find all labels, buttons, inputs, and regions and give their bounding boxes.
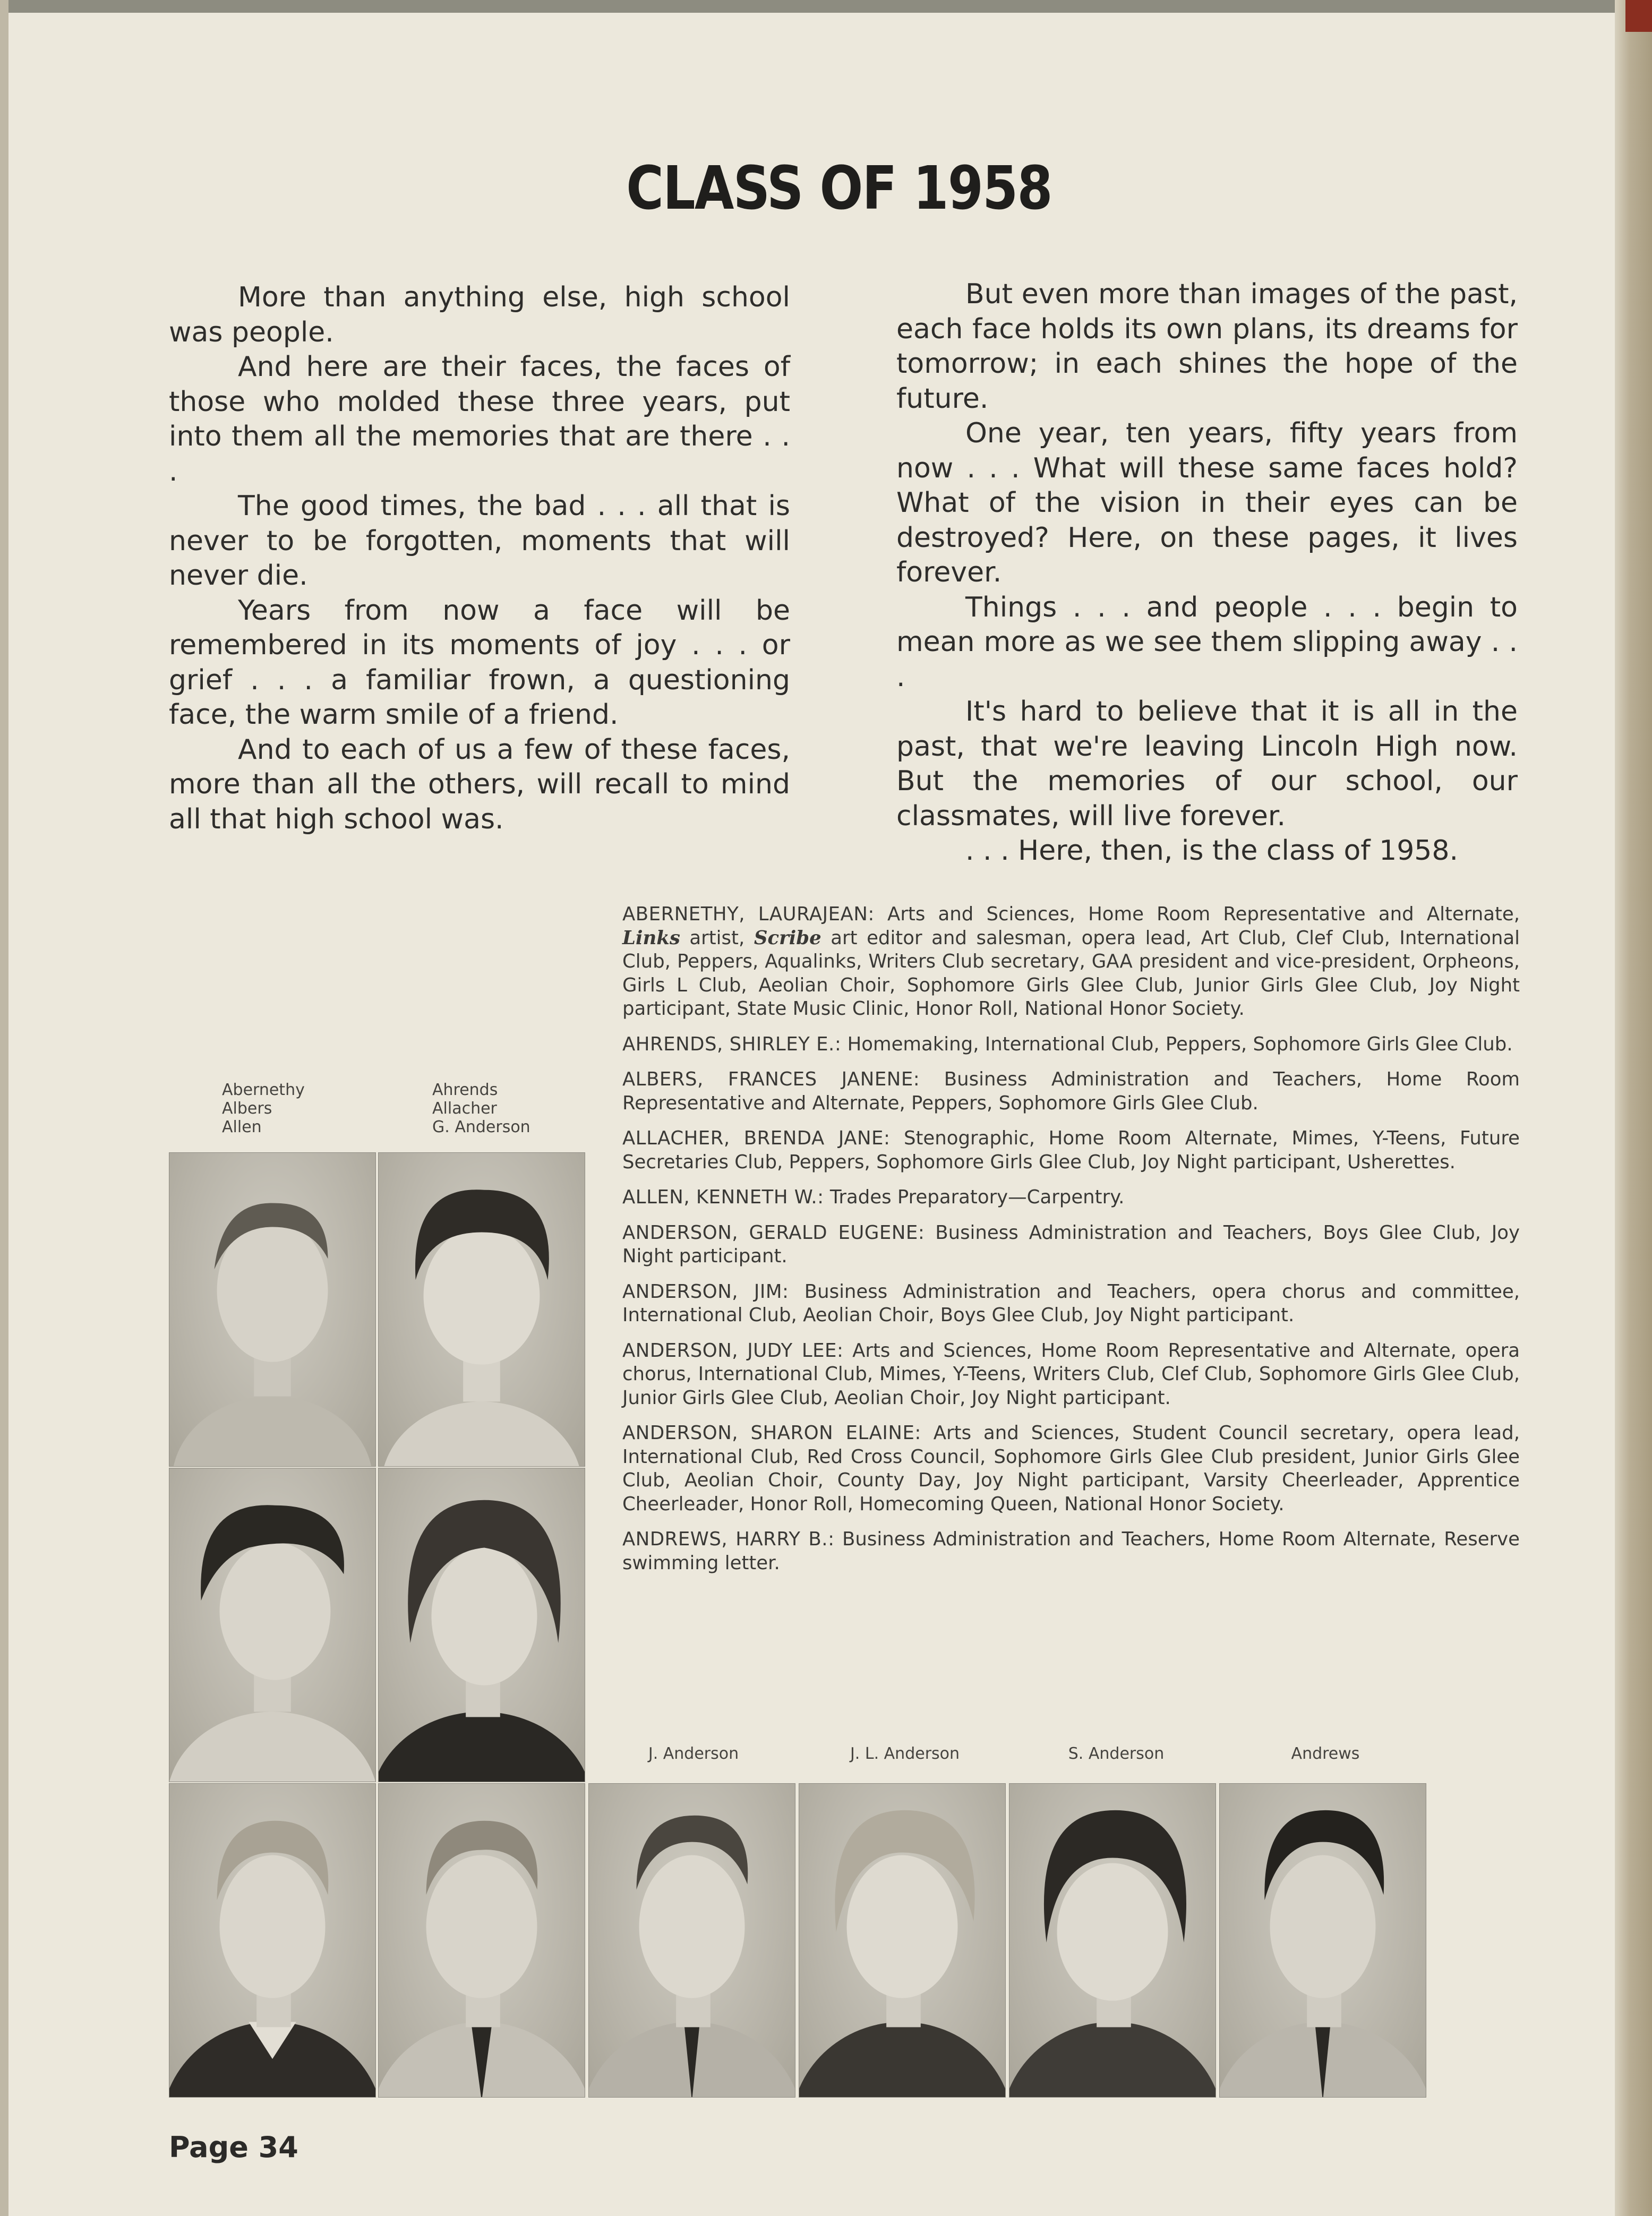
bio-text: Business Administration and Teachers, Home Room Representative and Alternate, Peppers, Sophomore Girls Glee Club. (622, 1068, 1520, 1114)
bio-name: ANDERSON, JUDY LEE: (622, 1339, 844, 1362)
bio-entry (622, 1186, 1520, 1210)
bio-name: ALLEN, KENNETH W.: (622, 1186, 824, 1208)
intro-column-left (169, 280, 790, 837)
binding-mark (1625, 0, 1652, 32)
bio-entry (622, 1068, 1520, 1115)
bio-emphasis: Scribe (754, 927, 821, 949)
bio-name: ALBERS, FRANCES JANENE: (622, 1068, 920, 1090)
bio-text: Stenographic, Home Room Alternate, Mimes, Y-Teens, Future Secretaries Club, Peppers, Sophomore Girls Glee Club, Joy Night participant, Usherettes. (622, 1127, 1520, 1173)
bio-name: ANDREWS, HARRY B.: (622, 1528, 835, 1550)
portrait-photo (1009, 1783, 1216, 2098)
intro-paragraph: The good times, the bad . . . all that is never to be forgotten, moments that will never die. (169, 490, 790, 592)
intro-paragraph: . . . Here, then, is the class of 1958. (965, 835, 1458, 867)
intro-column-right (896, 277, 1518, 869)
page-top-edge (0, 0, 1652, 13)
portrait-photo (588, 1783, 795, 2098)
bio-entry (622, 1422, 1520, 1516)
intro-paragraph: And to each of us a few of these faces, more than all the others, will recall to mind all that high school was. (169, 733, 790, 835)
intro-paragraph: But even more than images of the past, each face holds its own plans, its dreams for tomorrow; in each shines the hope of the future. (896, 278, 1518, 415)
book-binding (1615, 0, 1652, 2216)
intro-paragraph: Years from now a face will be remembered in its moments of joy . . . or grief . . . a familiar frown, a questioning face, the warm smile of a friend. (169, 594, 790, 731)
bio-name: ANDERSON, SHARON ELAINE: (622, 1422, 921, 1444)
bio-text: Trades Preparatory—Carpentry. (824, 1186, 1125, 1208)
photo-key-name: Allen (222, 1118, 262, 1136)
page-left-edge (0, 0, 8, 2216)
photo-caption: Andrews (1291, 1744, 1360, 1763)
bio-entry (622, 1033, 1520, 1057)
intro-paragraph: Things . . . and people . . . begin to mean more as we see them slipping away . . . (896, 591, 1518, 693)
bio-entry (622, 1528, 1520, 1575)
portrait-photo (169, 1152, 376, 1467)
bio-entry (622, 903, 1520, 1021)
photo-key-name: Albers (222, 1099, 272, 1118)
bio-entry (622, 1339, 1520, 1410)
photo-key-name: G. Anderson (432, 1118, 530, 1136)
page-title: CLASS OF 1958 (626, 154, 1052, 223)
bio-text: Arts and Sciences, Home Room Representative and Alternate, opera chorus, International Club, Mimes, Y-Teens, Writers Club, Clef Club, Sophomore Girls Glee Club, Junior Girls Glee Club, Aeolian Choir, Joy Night participant. (622, 1339, 1520, 1409)
photo-key-name: Allacher (432, 1099, 497, 1118)
bio-text: artist, (680, 927, 754, 949)
bio-emphasis: Links (622, 927, 680, 949)
photo-caption: S. Anderson (1068, 1744, 1165, 1763)
intro-paragraph: And here are their faces, the faces of those who molded these three years, put into them all the memories that are there . . . (169, 351, 790, 487)
bio-entry (622, 1280, 1520, 1328)
photo-caption: J. Anderson (648, 1744, 739, 1763)
bio-entry (622, 1221, 1520, 1269)
photo-key-name: Ahrends (432, 1081, 498, 1099)
intro-paragraph: More than anything else, high school was people. (169, 281, 790, 348)
intro-paragraph: One year, ten years, fifty years from now . . . What will these same faces hold? What of the vision in their eyes can be destroyed? Here, on these pages, it lives forever. (896, 417, 1518, 588)
bio-text: Business Administration and Teachers, Boys Glee Club, Joy Night participant. (622, 1221, 1520, 1267)
portrait-photo (799, 1783, 1006, 2098)
intro-paragraph: It's hard to believe that it is all in the past, that we're leaving Lincoln High now. But the memories of our school, our classmates, will live forever. (896, 696, 1518, 832)
bio-name: AHRENDS, SHIRLEY E.: (622, 1033, 842, 1055)
portrait-photo (378, 1152, 585, 1467)
portrait-photo (378, 1783, 585, 2098)
bio-text: Business Administration and Teachers, opera chorus and committee, International Club, Aeolian Choir, Boys Glee Club, Joy Night participant. (622, 1280, 1520, 1326)
bio-text: art editor and salesman, opera lead, Art Club, Clef Club, International Club, Peppers, Aqualinks, Writers Club secretary, GAA president and vice-president, Orpheons, Girls L Club, Aeolian Choir, Sophomore Girls Glee Club, Junior Girls Glee Club, Joy Night participant, State Music Clinic, Honor Roll, National Honor Society. (622, 927, 1520, 1020)
bio-name: ANDERSON, JIM: (622, 1280, 789, 1303)
page-number: Page 34 (169, 2131, 298, 2164)
bio-name: ALLACHER, BRENDA JANE: (622, 1127, 891, 1149)
photo-key-right (432, 1081, 530, 1136)
portrait-photo (169, 1783, 376, 2098)
photo-key-left (222, 1081, 305, 1136)
portrait-photo (378, 1468, 585, 1782)
portrait-photo (169, 1468, 376, 1782)
bio-name: ABERNETHY, LAURAJEAN: (622, 903, 875, 925)
bio-name: ANDERSON, GERALD EUGENE: (622, 1221, 925, 1244)
photo-key-name: Abernethy (222, 1081, 305, 1099)
photo-caption: J. L. Anderson (850, 1744, 960, 1763)
bio-text: Homemaking, International Club, Peppers, Sophomore Girls Glee Club. (841, 1033, 1513, 1055)
bio-text: Arts and Sciences, Student Council secretary, opera lead, International Club, Red Cross Council, Sophomore Girls Glee Club president, Junior Girls Glee Club, Aeolian Choir, County Day, Joy Night participant, Varsity Cheerleader, Apprentice Cheerleader, Honor Roll, Homecoming Queen, National Honor Society. (622, 1422, 1520, 1515)
bio-text: Arts and Sciences, Home Room Representative and Alternate, (874, 903, 1520, 925)
bio-text: Business Administration and Teachers, Home Room Alternate, Reserve swimming letter. (622, 1528, 1520, 1574)
bio-entry (622, 1127, 1520, 1174)
portrait-photo (1219, 1783, 1426, 2098)
student-bios (622, 903, 1520, 1587)
